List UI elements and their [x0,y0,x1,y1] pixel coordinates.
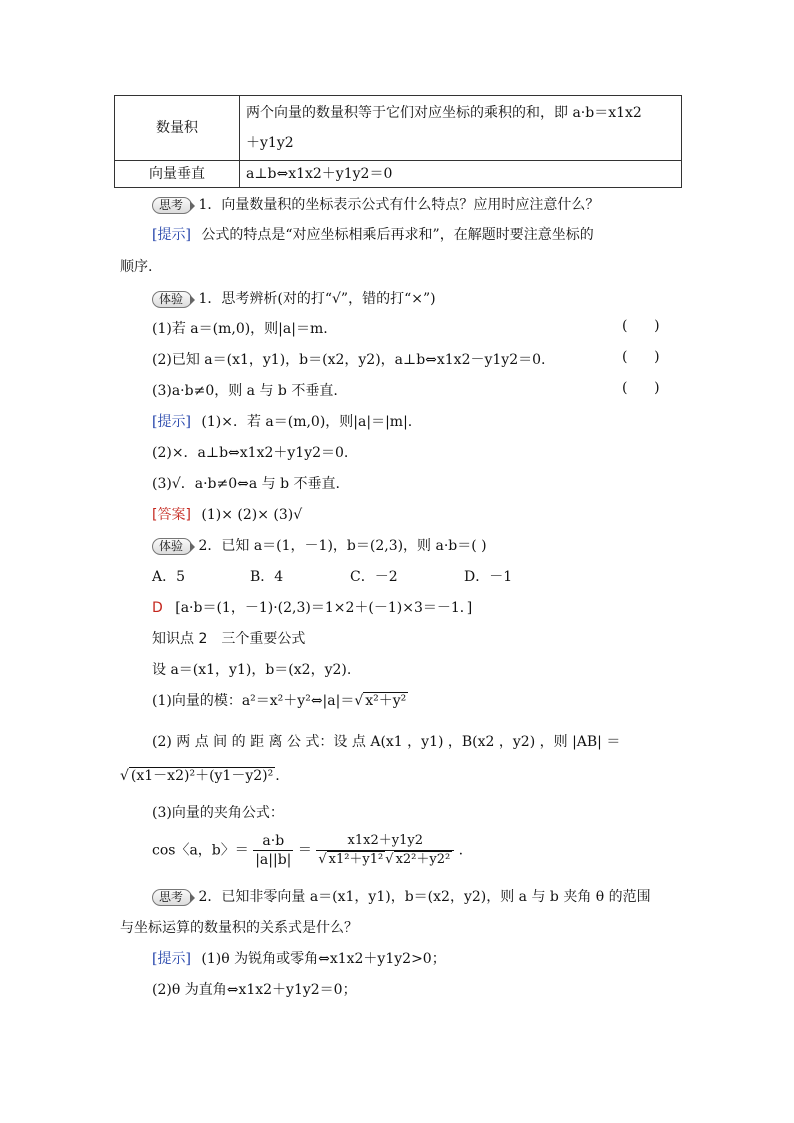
table-cell: a⊥b⇔x1x2＋y1y2＝0 [240,161,682,188]
hint-3-line-1: (1)θ 为锐角或零角⇔x1x2＋y1y2>0； [201,951,446,967]
sqrt-sign: √ [354,693,364,709]
experience-2 [152,535,487,555]
hint-1 [152,224,594,244]
answer-paren-3: ( ) [622,380,660,396]
hint-tag: [提示] [152,951,191,967]
formula-3-label: (3)向量的夹角公式： [152,805,284,821]
fraction-coordinates [316,832,454,869]
option-d: D．－1 [464,569,513,585]
table-cell-text-continued: ＋y1y2 [246,135,294,151]
hint-3-line-2: (2)θ 为直角⇔x1x2＋y1y2＝0； [152,982,357,998]
hint-1-continued: 顺序. [120,259,153,275]
table-cell [240,96,682,161]
definition-table [114,95,682,188]
experience-tag: 体验 [152,291,192,308]
hint-2-line-1: (1)×．若 a＝(m,0)，则|a|＝|m|. [201,414,413,430]
section-heading: 知识点 2 三个重要公式 [152,631,306,647]
experience-2-text: 2．已知 a＝(1，－1)，b＝(2,3)，则 a·b＝( ) [198,538,487,554]
option-c: C．－2 [350,569,398,585]
think-tag: 思考 [152,889,192,906]
option-b: B．4 [250,569,284,585]
formula-2-radicand: (x1－x2)²＋(y1－y2)² [130,768,274,784]
hint-tag: [提示] [152,414,191,430]
answer-tag: [答案] [152,507,191,523]
experience-1-text: 1．思考辨析(对的打“√”，错的打“×”) [198,291,436,307]
option-a: A．5 [152,569,186,585]
formula-1-text: (1)向量的模：a²＝x²＋y²⇔|a|＝ [152,693,355,709]
sqrt-sign: √ [120,768,129,784]
answer-1-text: (1)× (2)× (3)√ [201,507,303,523]
experience-1 [152,288,436,308]
formula-1-radicand: x²＋y² [365,693,407,709]
hint-2-line-3: (3)√．a·b≠0⇔a 与 b 不垂直. [152,476,340,492]
table-header-cell: 数量积 [115,96,240,161]
fraction-ab-denominator: |a||b| [255,852,292,868]
think-2 [152,886,651,906]
fraction-coordinates-denominator: √ x1²＋y1² √ x2²＋y2² [318,852,451,867]
think-1 [152,194,599,214]
table-row [115,161,682,188]
table-header-cell: 向量垂直 [115,161,240,188]
formula-1 [152,690,408,710]
formula-2: (2) 两 点 间 的 距 离 公 式：设 点 A(x1 ，y1) ，B(x2 ，y2) ，则 |AB| ＝ [152,734,621,750]
table-cell-text: 两个向量的数量积等于它们对应坐标的乘积的和，即 a·b＝x1x2 [246,105,642,121]
cos-label: cos〈a，b〉＝ [152,842,249,859]
answer-1 [152,504,302,524]
fraction-ab [253,832,293,869]
experience-tag: 体验 [152,538,192,555]
judge-item-2: (2)已知 a＝(x1，y1)，b＝(x2，y2)，a⊥b⇔x1x2－y1y2＝0. [152,352,546,368]
answer-2 [152,597,472,617]
think-tag: 思考 [152,197,192,214]
judge-item-1: (1)若 a＝(m,0)，则|a|＝m. [152,321,328,337]
formula-2-continued: √ (x1－x2)²＋(y1－y2)² . [120,768,280,784]
fraction-ab-numerator: a·b [253,832,293,851]
think-2-text: 2．已知非零向量 a＝(x1，y1)，b＝(x2，y2)，则 a 与 b 夹角 θ 的范围 [198,889,651,905]
hint-2-line-2: (2)×．a⊥b⇔x1x2＋y1y2＝0. [152,445,349,461]
answer-letter: D [152,600,163,616]
answer-2-text: [a·b＝(1，－1)·(2,3)＝1×2＋(－1)×3＝－1．] [175,600,473,616]
hint-tag: [提示] [152,227,191,243]
answer-paren-2: ( ) [622,349,660,365]
section-setup: 设 a＝(x1，y1)，b＝(x2，y2). [152,662,352,678]
hint-3 [152,948,446,968]
hint-2 [152,411,412,431]
answer-paren-1: ( ) [622,318,660,334]
fraction-coordinates-numerator: x1x2＋y1y2 [316,832,454,851]
formula-3: cos〈a，b〉＝ $\frac{a\cdot b}{|a||b|}$ ＝ $\frac{x1x2+y1y2}{\text{√ x1²＋y1² √ x2²＋y2²}}$ . [152,833,464,868]
hint-1-text: 公式的特点是“对应坐标相乘后再求和”，在解题时要注意坐标的 [201,227,594,243]
table-row [115,96,682,161]
think-1-text: 1．向量数量积的坐标表示公式有什么特点？应用时应注意什么？ [198,197,600,213]
think-2-continued: 与坐标运算的数量积的关系式是什么？ [120,920,358,936]
judge-item-3: (3)a·b≠0，则 a 与 b 不垂直. [152,383,338,399]
